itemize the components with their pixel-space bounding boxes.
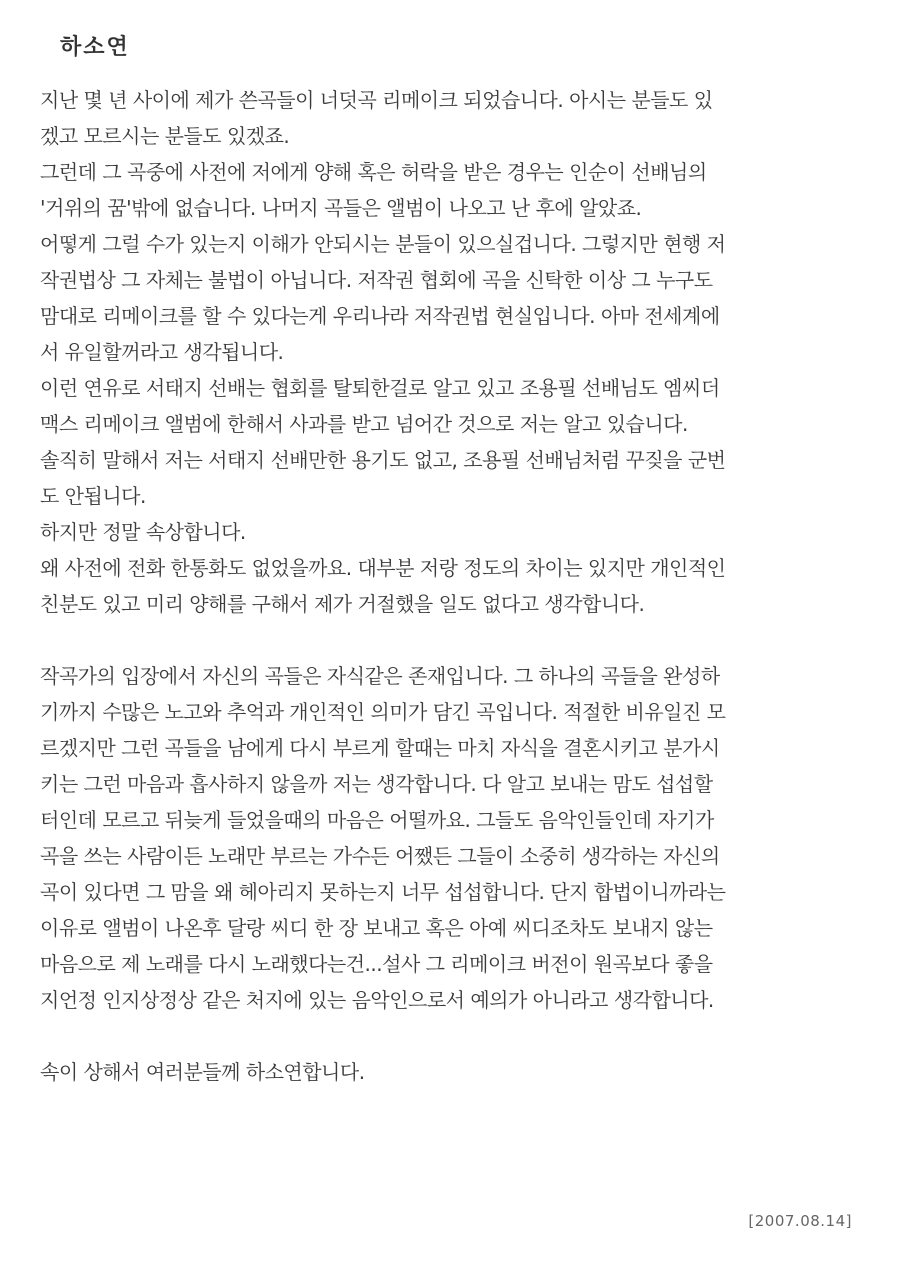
paragraph	[40, 658, 870, 1018]
text-line: 지난 몇 년 사이에 제가 쓴곡들이 너덧곡 리메이크 되었습니다. 아시는 분들도 있	[40, 88, 713, 112]
post-title: 하소연	[60, 35, 130, 60]
text-line: 맥스 리메이크 앨범에 한해서 사과를 받고 넘어간 것으로 저는 알고 있습니다.	[40, 412, 688, 436]
text-line: 왜 사전에 전화 한통화도 없었을까요. 대부분 저랑 정도의 차이는 있지만 개인적인	[40, 556, 726, 580]
text-line: 어떻게 그럴 수가 있는지 이해가 안되시는 분들이 있으실겁니다. 그렇지만 현행 저	[40, 232, 726, 256]
post-date: [2007.08.14]	[748, 1212, 852, 1230]
paragraph-spacer	[40, 622, 870, 658]
text-line: 솔직히 말해서 저는 서태지 선배만한 용기도 없고, 조용필 선배님처럼 꾸짖을 군번	[40, 448, 726, 472]
text-line: 마음으로 제 노래를 다시 노래했다는건...설사 그 리메이크 버전이 원곡보다 좋을	[40, 952, 713, 976]
text-line: 터인데 모르고 뒤늦게 들었을때의 마음은 어떨까요. 그들도 음악인들인데 자기가	[40, 808, 714, 832]
text-line: 이유로 앨범이 나온후 달랑 씨디 한 장 보내고 혹은 아예 씨디조차도 보내지 않는	[40, 916, 713, 940]
post-body	[40, 82, 870, 1090]
text-line: 하지만 정말 속상합니다.	[40, 520, 246, 544]
text-line: 작곡가의 입장에서 자신의 곡들은 자식같은 존재입니다. 그 하나의 곡들을 완성하	[40, 664, 720, 688]
text-line: 곡이 있다면 그 맘을 왜 헤아리지 못하는지 너무 섭섭합니다. 단지 합법이니까라는	[40, 880, 726, 904]
paragraph	[40, 1054, 870, 1090]
text-line: 곡을 쓰는 사람이든 노래만 부르는 가수든 어쨌든 그들이 소중히 생각하는 자신의	[40, 844, 720, 868]
text-line: 르겠지만 그런 곡들을 남에게 다시 부르게 할때는 마치 자식을 결혼시키고 분가시	[40, 736, 720, 760]
text-line: 이런 연유로 서태지 선배는 협회를 탈퇴한걸로 알고 있고 조용필 선배님도 엠씨더	[40, 376, 720, 400]
text-line: 작권법상 그 자체는 불법이 아닙니다. 저작권 협회에 곡을 신탁한 이상 그 누구도	[40, 268, 713, 292]
text-line: 키는 그런 마음과 흡사하지 않을까 저는 생각합니다. 다 알고 보내는 맘도 섭섭할	[40, 772, 713, 796]
paragraph-spacer	[40, 1018, 870, 1054]
text-line: 겠고 모르시는 분들도 있겠죠.	[40, 124, 290, 148]
text-line: 친분도 있고 미리 양해를 구해서 제가 거절했을 일도 없다고 생각합니다.	[40, 592, 645, 616]
text-line: 속이 상해서 여러분들께 하소연합니다.	[40, 1060, 365, 1084]
text-line: 지언정 인지상정상 같은 처지에 있는 음악인으로서 예의가 아니라고 생각합니다.	[40, 988, 714, 1012]
text-line: 기까지 수많은 노고와 추억과 개인적인 의미가 담긴 곡입니다. 적절한 비유일진 모	[40, 700, 726, 724]
text-line: 도 안됩니다.	[40, 484, 146, 508]
text-line: 그런데 그 곡중에 사전에 저에게 양해 혹은 허락을 받은 경우는 인순이 선배님의	[40, 160, 707, 184]
paragraph	[40, 82, 870, 622]
text-line: 맘대로 리메이크를 할 수 있다는게 우리나라 저작권법 현실입니다. 아마 전세계에	[40, 304, 720, 328]
text-line: 서 유일할꺼라고 생각됩니다.	[40, 340, 284, 364]
text-line: '거위의 꿈'밖에 없습니다. 나머지 곡들은 앨범이 나오고 난 후에 알았죠.	[40, 196, 642, 220]
